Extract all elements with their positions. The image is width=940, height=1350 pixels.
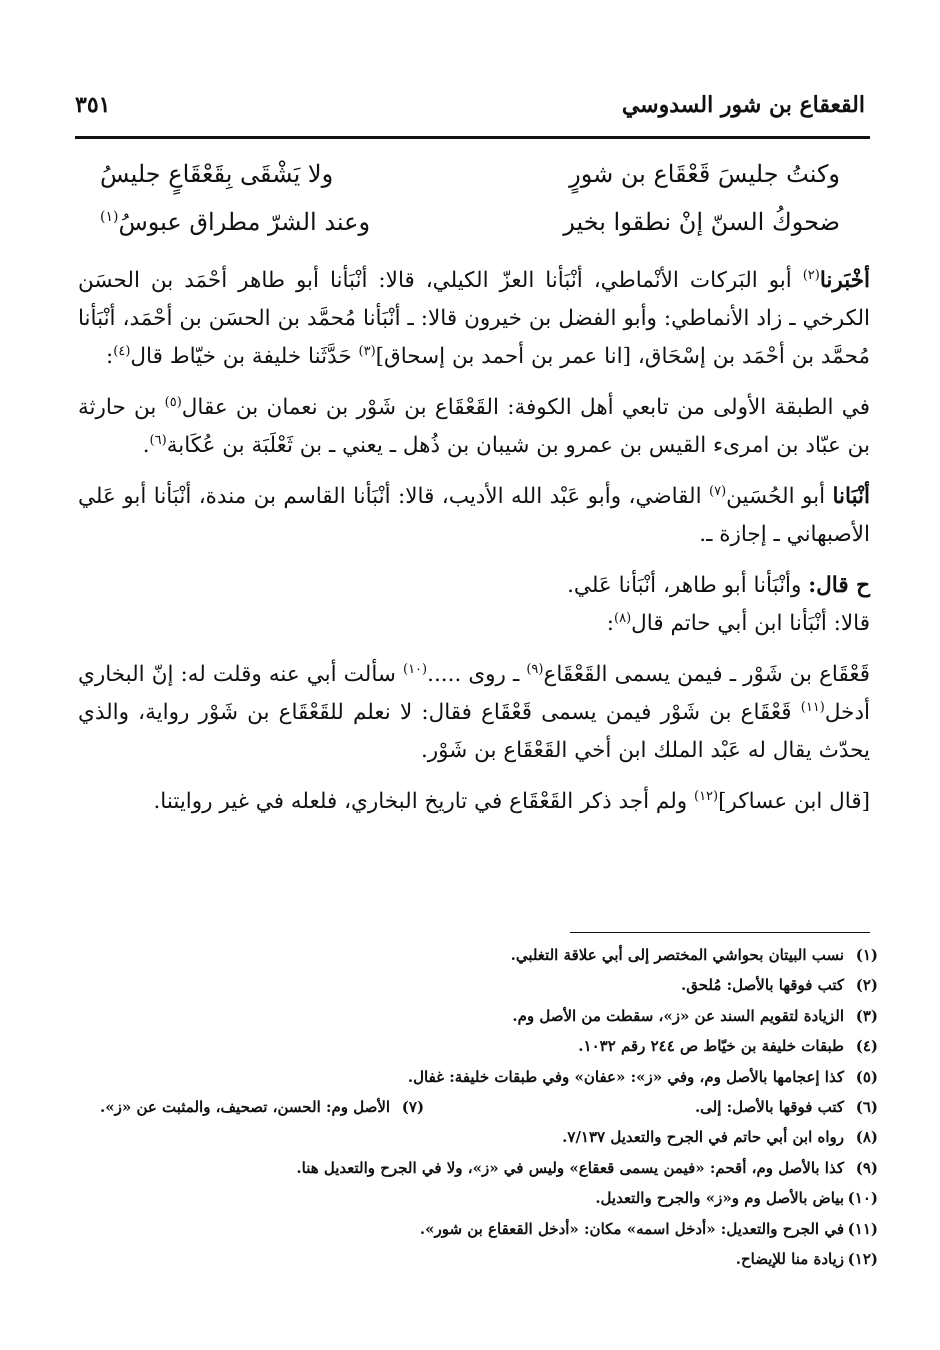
- paragraph-text: حَدَّثَنا خليفة بن خيّاط قال: [130, 344, 359, 369]
- paragraph: [78, 389, 870, 465]
- paragraph-text: قالا: أنْبَأنا ابن أبي حاتم قال: [631, 611, 870, 636]
- footnote-marker: (١٢): [693, 788, 719, 804]
- paragraph: [78, 262, 870, 376]
- footnote-marker: (٧): [709, 483, 727, 499]
- footnote: [100, 1092, 424, 1122]
- footnote-number: (٩): [855, 1158, 878, 1177]
- footnote-text: كتب فوقها بالأصل: مُلحق.: [681, 976, 844, 995]
- footnote-marker: (٦): [149, 432, 167, 448]
- footnote-divider: [570, 932, 870, 933]
- footnote-marker: (٤): [113, 343, 131, 359]
- footnote-text: نسب البيتان بحواشي المختصر إلى أبي علاقة التغلبي.: [510, 946, 844, 964]
- paragraph: [78, 605, 870, 643]
- paragraph-text: ـ روى .....: [427, 662, 527, 687]
- paragraph-lead: ح قال:: [808, 573, 870, 598]
- paragraph-text: وأنْبَأنا أبو طاهر، أنْبَأنا عَلي.: [567, 573, 809, 598]
- footnote-marker: (١١): [800, 699, 825, 715]
- verse-second-hemistich: ولا يَشْقَى بِقَعْقَاعٍ جليسُ: [100, 160, 334, 188]
- paragraph-text: قَعْقَاع بن شَوْر ـ فيمن يسمى القَعْقَاع: [543, 662, 870, 687]
- poem: [100, 160, 840, 256]
- footnote: [100, 970, 878, 1000]
- paragraph: [78, 478, 870, 554]
- footnote-number: (١١): [847, 1219, 878, 1238]
- paragraph-lead: أخْبَرنا: [819, 268, 870, 293]
- paragraph-text: [قال ابن عساكر]: [718, 789, 870, 814]
- paragraph-text: بن حارثة بن عبّاد بن امرىء القيس بن عمرو بن شيبان بن ذُهل ـ يعني ـ بن ثَعْلَبَة بن عُكَابة: [78, 395, 870, 458]
- header-divider: [75, 136, 870, 139]
- footnote-number: (١٢): [847, 1250, 878, 1269]
- paragraph-lead: أنْبَانا: [832, 484, 871, 509]
- footnote-marker: (٢): [802, 267, 820, 283]
- footnote-row: [100, 1092, 878, 1122]
- verse-text: وعند الشرّ مطراق عبوسُ: [118, 208, 371, 236]
- footnote-number: (٥): [855, 1067, 878, 1086]
- running-header-title: القعقاع بن شور السدوسي: [621, 92, 865, 118]
- paragraph-text: القاضي، وأبو عَبْد الله الأديب، قالا: أنْبَأنا القاسم بن مندة، أنْبَأنا أبو عَلي الأصبهاني ـ إجازة ـ.: [78, 484, 870, 547]
- paragraph: [78, 656, 870, 770]
- footnote-marker: (٥): [164, 394, 182, 410]
- page-number: ٣٥١: [75, 92, 111, 118]
- paragraph-text: في الطبقة الأولى من تابعي أهل الكوفة: القَعْقَاع بن شَوْر بن نعمان بن عقال: [181, 395, 870, 420]
- footnote-number: (٤): [855, 1037, 878, 1056]
- footnote-number: (١٠): [847, 1189, 878, 1208]
- footnote: [100, 1122, 878, 1152]
- footnote-marker: (٩): [526, 661, 544, 677]
- footnote: [100, 1244, 878, 1274]
- verse-first-hemistich: وكنتُ جليسَ قَعْقَاع بن شورٍ: [569, 160, 840, 188]
- footnote-text: كذا إعجامها بالأصل وم، وفي «ز»: «عفان» وفي طبقات خليفة: غفال.: [407, 1067, 844, 1086]
- footnote-text: زيادة منا للإيضاح.: [735, 1250, 844, 1269]
- footnote: [100, 1031, 878, 1061]
- footnote-text: الأصل وم: الحسن، تصحيف، والمثبت عن «ز».: [100, 1098, 391, 1117]
- footnote-text: طبقات خليفة بن خيّاط ص ٢٤٤ رقم ١٠٣٢.: [578, 1037, 844, 1056]
- footnote-number: (٢): [855, 976, 878, 995]
- paragraph: [78, 783, 870, 821]
- paragraph-text: :: [106, 344, 114, 369]
- footnote-number: (٧): [401, 1098, 425, 1117]
- footnotes: [100, 940, 878, 1274]
- paragraph-text: قَعْقَاع بن شَوْر فيمن يسمى قَعْقَاع فقال: لا نعلم للقَعْقَاع بن شَوْر رواية، والذي يحدّث يقال له عَبْد الملك ابن أخي القَعْقَاع بن شَوْر.: [78, 700, 870, 763]
- paragraph-text: أبو البَركات الأنْماطي، أنْبَأنا العزّ الكيلي، قالا: أنْبَأنا أبو طاهر أحْمَد بن الحسَن الكرخي ـ زاد الأنماطي: وأبو الفضل بن خيرون قالا: ـ أنْبَأنا مُحمَّد بن الحسَن بن أحْمَد، أنْبَأنا مُحمَّد بن أحْمَد بن إسْحَاق، [انا عمر بن أحمد بن إسحاق]: [78, 268, 870, 369]
- footnote: [100, 940, 878, 970]
- paragraph-text: .: [142, 433, 150, 458]
- paragraph-text: :: [606, 611, 615, 636]
- footnote-number: (٣): [855, 1006, 878, 1025]
- footnote-marker: (١٠): [402, 661, 428, 677]
- footnote: [100, 1214, 878, 1244]
- footnote: [100, 1153, 878, 1183]
- paragraph-text: أبو الحُسَين: [726, 484, 833, 509]
- footnote-text: بياض بالأصل وم و«ز» والجرح والتعديل.: [595, 1189, 844, 1208]
- footnote: [695, 1092, 878, 1122]
- footnote-text: الزيادة لتقويم السند عن «ز»، سقطت من الأصل وم.: [512, 1006, 844, 1025]
- running-header: [75, 90, 865, 130]
- footnote-marker: (٣): [358, 343, 376, 359]
- paragraph-text: ولم أجد ذكر القَعْقَاع في تاريخ البخاري، فلعله في غير روايتنا.: [153, 789, 694, 814]
- poem-verse: [100, 160, 840, 208]
- paragraph: [78, 567, 870, 605]
- paragraph-text: سألت أبي عنه وقلت له: إنّ البخاري أدخل: [78, 662, 870, 725]
- footnote-number: (١): [855, 946, 878, 964]
- footnote-text: في الجرح والتعديل: «أدخل اسمه» مكان: «أدخل القعقاع بن شور».: [419, 1219, 844, 1238]
- footnote: [100, 1062, 878, 1092]
- footnote-text: كتب فوقها بالأصل: إلى.: [694, 1098, 844, 1117]
- footnote-number: (٨): [855, 1128, 878, 1147]
- verse-first-hemistich: ضحوكُ السنّ إنْ نطقوا بخير: [563, 208, 840, 236]
- footnote-marker: (١): [100, 209, 119, 225]
- footnote-text: رواه ابن أبي حاتم في الجرح والتعديل ٧/١٣٧.: [562, 1128, 844, 1147]
- footnote-number: (٦): [855, 1098, 878, 1117]
- main-text: [78, 262, 870, 821]
- footnote: [100, 1001, 878, 1031]
- footnote-marker: (٨): [614, 610, 632, 626]
- footnote: [100, 1183, 878, 1213]
- footnote-text: كذا بالأصل وم، أقحم: «فيمن يسمى قعقاع» وليس في «ز»، ولا في الجرح والتعديل هنا.: [296, 1158, 844, 1177]
- verse-second-hemistich: [100, 208, 370, 256]
- poem-verse: [100, 208, 840, 256]
